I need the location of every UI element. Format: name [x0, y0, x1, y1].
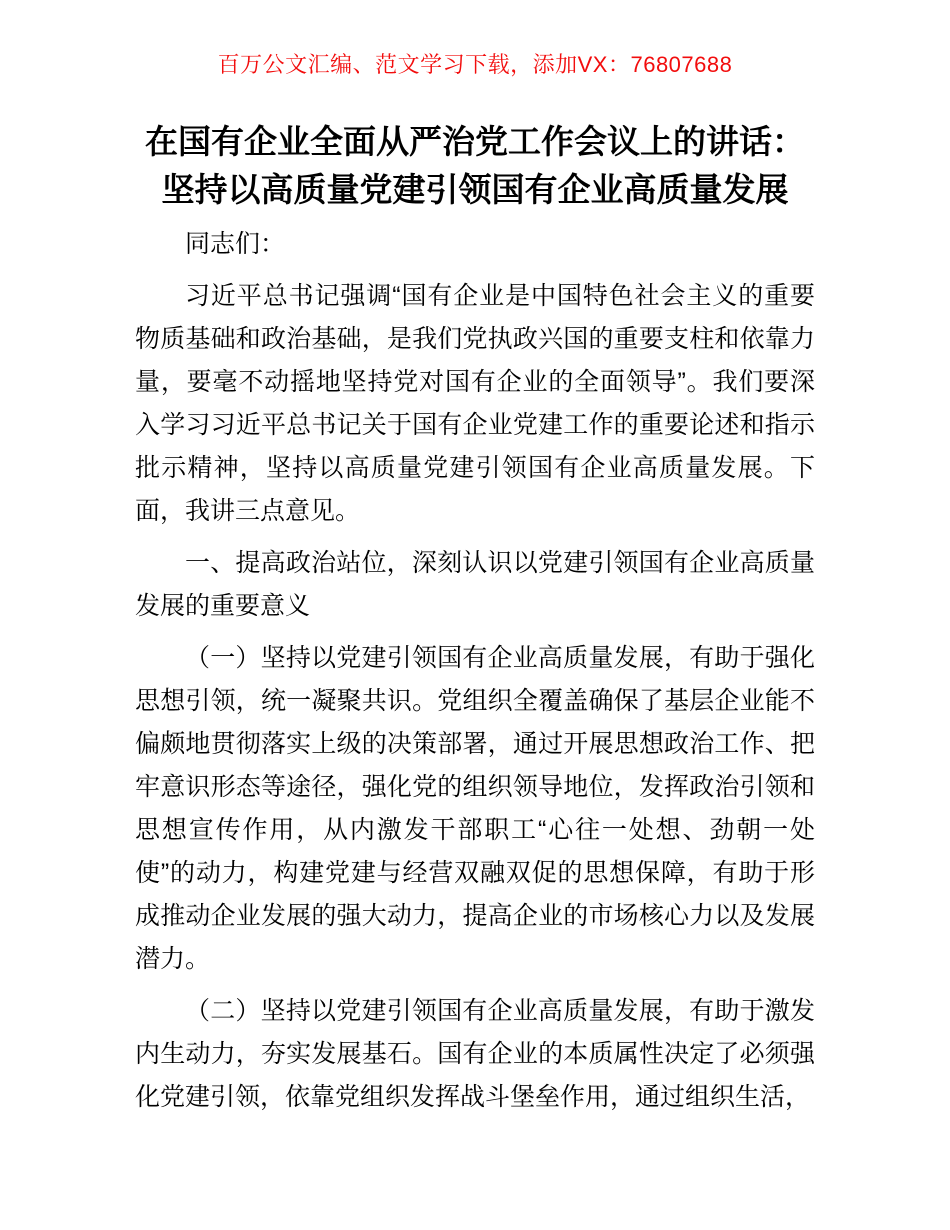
promo-header-text: 百万公文汇编、范文学习下载，添加VX：76807688 [217, 52, 733, 77]
subsection-paragraph-2: （二）坚持以党建引领国有企业高质量发展，有助于激发内生动力，夯实发展基石。国有企业的本质属性决定了必须强化党建引领，依靠党组织发挥战斗堡垒作用，通过组织生活， [135, 997, 815, 1111]
document-title-line-1: 在国有企业全面从严治党工作会议上的讲话： [145, 123, 805, 160]
document-body [135, 223, 815, 1119]
intro-paragraph: 习近平总书记强调“国有企业是中国特色社会主义的重要物质基础和政治基础，是我们党执政兴国的重要支柱和依靠力量，要毫不动摇地坚持党对国有企业的全面领导”。我们要深入学习习近平总书记关于国有企业党建工作的重要论述和指示批示精神，坚持以高质量党建引领国有企业高质量发展。下面，我讲三点意见。 [135, 282, 815, 525]
document-title-line-2: 坚持以高质量党建引领国有企业高质量发展 [161, 171, 789, 208]
salutation-paragraph: 同志们： [185, 230, 286, 258]
section-heading-1: 一、提高政治站位，深刻认识以党建引领国有企业高质量发展的重要意义 [135, 549, 815, 620]
document-title [135, 118, 815, 214]
subsection-paragraph-1: （一）坚持以党建引领国有企业高质量发展，有助于强化思想引领，统一凝聚共识。党组织全覆盖确保了基层企业能不偏颇地贯彻落实上级的决策部署，通过开展思想政治工作、把牢意识形态等途径，强化党的组织领导地位，发挥政治引领和思想宣传作用，从内激发干部职工“心往一处想、劲朝一处使”的动力，构建党建与经营双融双促的思想保障，有助于形成推动企业发展的强大动力，提高企业的市场核心力以及发展潜力。 [135, 644, 815, 973]
